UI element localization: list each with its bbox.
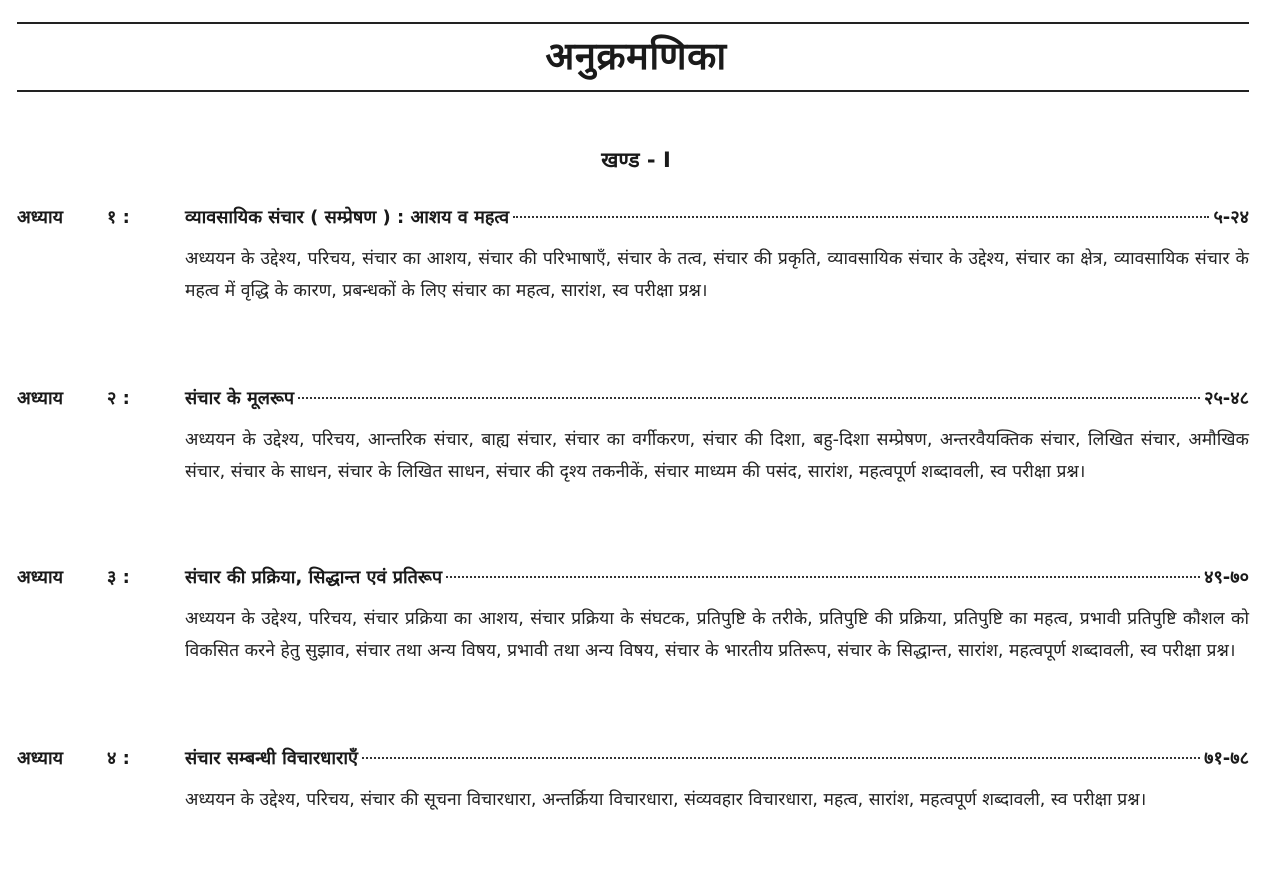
page-range: २५-४८	[1204, 388, 1249, 409]
chapter-entry-3	[17, 561, 1249, 667]
chapter-heading	[17, 742, 1249, 776]
chapter-title: संचार के मूलरूप	[185, 388, 295, 409]
chapter-description: अध्ययन के उद्देश्य, परिचय, संचार की सूचना विचारधारा, अन्तर्क्रिया विचारधारा, संव्यवहार विचारधारा, महत्व, सारांश, महत्वपूर्ण शब्दावली, स्व परीक्षा प्रश्न।	[185, 790, 1147, 810]
title-underline-rule	[17, 90, 1249, 92]
chapter-description: अध्ययन के उद्देश्य, परिचय, संचार प्रक्रिया का आशय, संचार प्रक्रिया के संघटक, प्रतिपुष्टि के तरीके, प्रतिपुष्टि की प्रक्रिया, प्रतिपुष्टि का महत्व, प्रभावी प्रतिपुष्टि कौशल को विकसित करने हेतु सुझाव, संचार तथा अन्य विषय, प्रभावी तथा अन्य विषय, संचार के भारतीय प्रतिरूप, संचार के सिद्धान्त, सारांश, महत्वपूर्ण शब्दावली, स्व परीक्षा प्रश्न।	[185, 609, 1249, 661]
page-range: ७१-७८	[1204, 748, 1249, 769]
chapter-heading	[17, 382, 1249, 416]
dotted-leader	[298, 397, 1200, 399]
chapter-number: २ :	[107, 388, 130, 409]
chapter-title: व्यावसायिक संचार ( सम्प्रेषण ) : आशय व महत्व	[185, 207, 510, 228]
dotted-leader	[362, 757, 1200, 759]
dotted-leader	[446, 576, 1200, 578]
chapter-entry-4	[17, 742, 1249, 816]
chapter-description: अध्ययन के उद्देश्य, परिचय, संचार का आशय, संचार की परिभाषाएँ, संचार के तत्व, संचार की प्रकृति, व्यावसायिक संचार के उद्देश्य, संचार का क्षेत्र, व्यावसायिक संचार के महत्व में वृद्धि के कारण, प्रबन्धकों के लिए संचार का महत्व, सारांश, स्व परीक्षा प्रश्न।	[185, 249, 1249, 301]
chapter-label: अध्याय	[17, 207, 64, 228]
chapter-label: अध्याय	[17, 748, 64, 769]
chapter-title: संचार की प्रक्रिया, सिद्धान्त एवं प्रतिरूप	[185, 567, 443, 588]
chapter-number: १ :	[107, 207, 130, 228]
page-range: ५-२४	[1213, 207, 1249, 228]
top-rule	[17, 22, 1249, 24]
section-heading: खण्ड - I	[601, 148, 671, 172]
chapter-entry-1	[17, 201, 1249, 307]
chapter-heading	[17, 561, 1249, 595]
chapter-description: अध्ययन के उद्देश्य, परिचय, आन्तरिक संचार, बाह्य संचार, संचार का वर्गीकरण, संचार की दिशा, बहु-दिशा सम्प्रेषण, अन्तरवैयक्तिक संचार, लिखित संचार, अमौखिक संचार, संचार के साधन, संचार के लिखित साधन, संचार की दृश्य तकनीकें, संचार माध्यम की पसंद, सारांश, महत्वपूर्ण शब्दावली, स्व परीक्षा प्रश्न।	[185, 430, 1249, 482]
chapter-title-row	[185, 201, 1249, 235]
chapter-number: ३ :	[107, 567, 130, 588]
chapter-number: ४ :	[107, 748, 130, 769]
page-range: ४९-७०	[1204, 567, 1249, 588]
chapter-label: अध्याय	[17, 567, 64, 588]
chapter-entry-2	[17, 382, 1249, 488]
chapter-label: अध्याय	[17, 388, 64, 409]
chapter-title-row	[185, 561, 1249, 595]
chapter-title: संचार सम्बन्धी विचारधाराएँ	[185, 748, 359, 769]
dotted-leader	[513, 216, 1209, 218]
chapter-title-row	[185, 382, 1249, 416]
chapter-heading	[17, 201, 1249, 235]
page-title: अनुक्रमणिका	[545, 34, 727, 78]
chapter-title-row	[185, 742, 1249, 776]
